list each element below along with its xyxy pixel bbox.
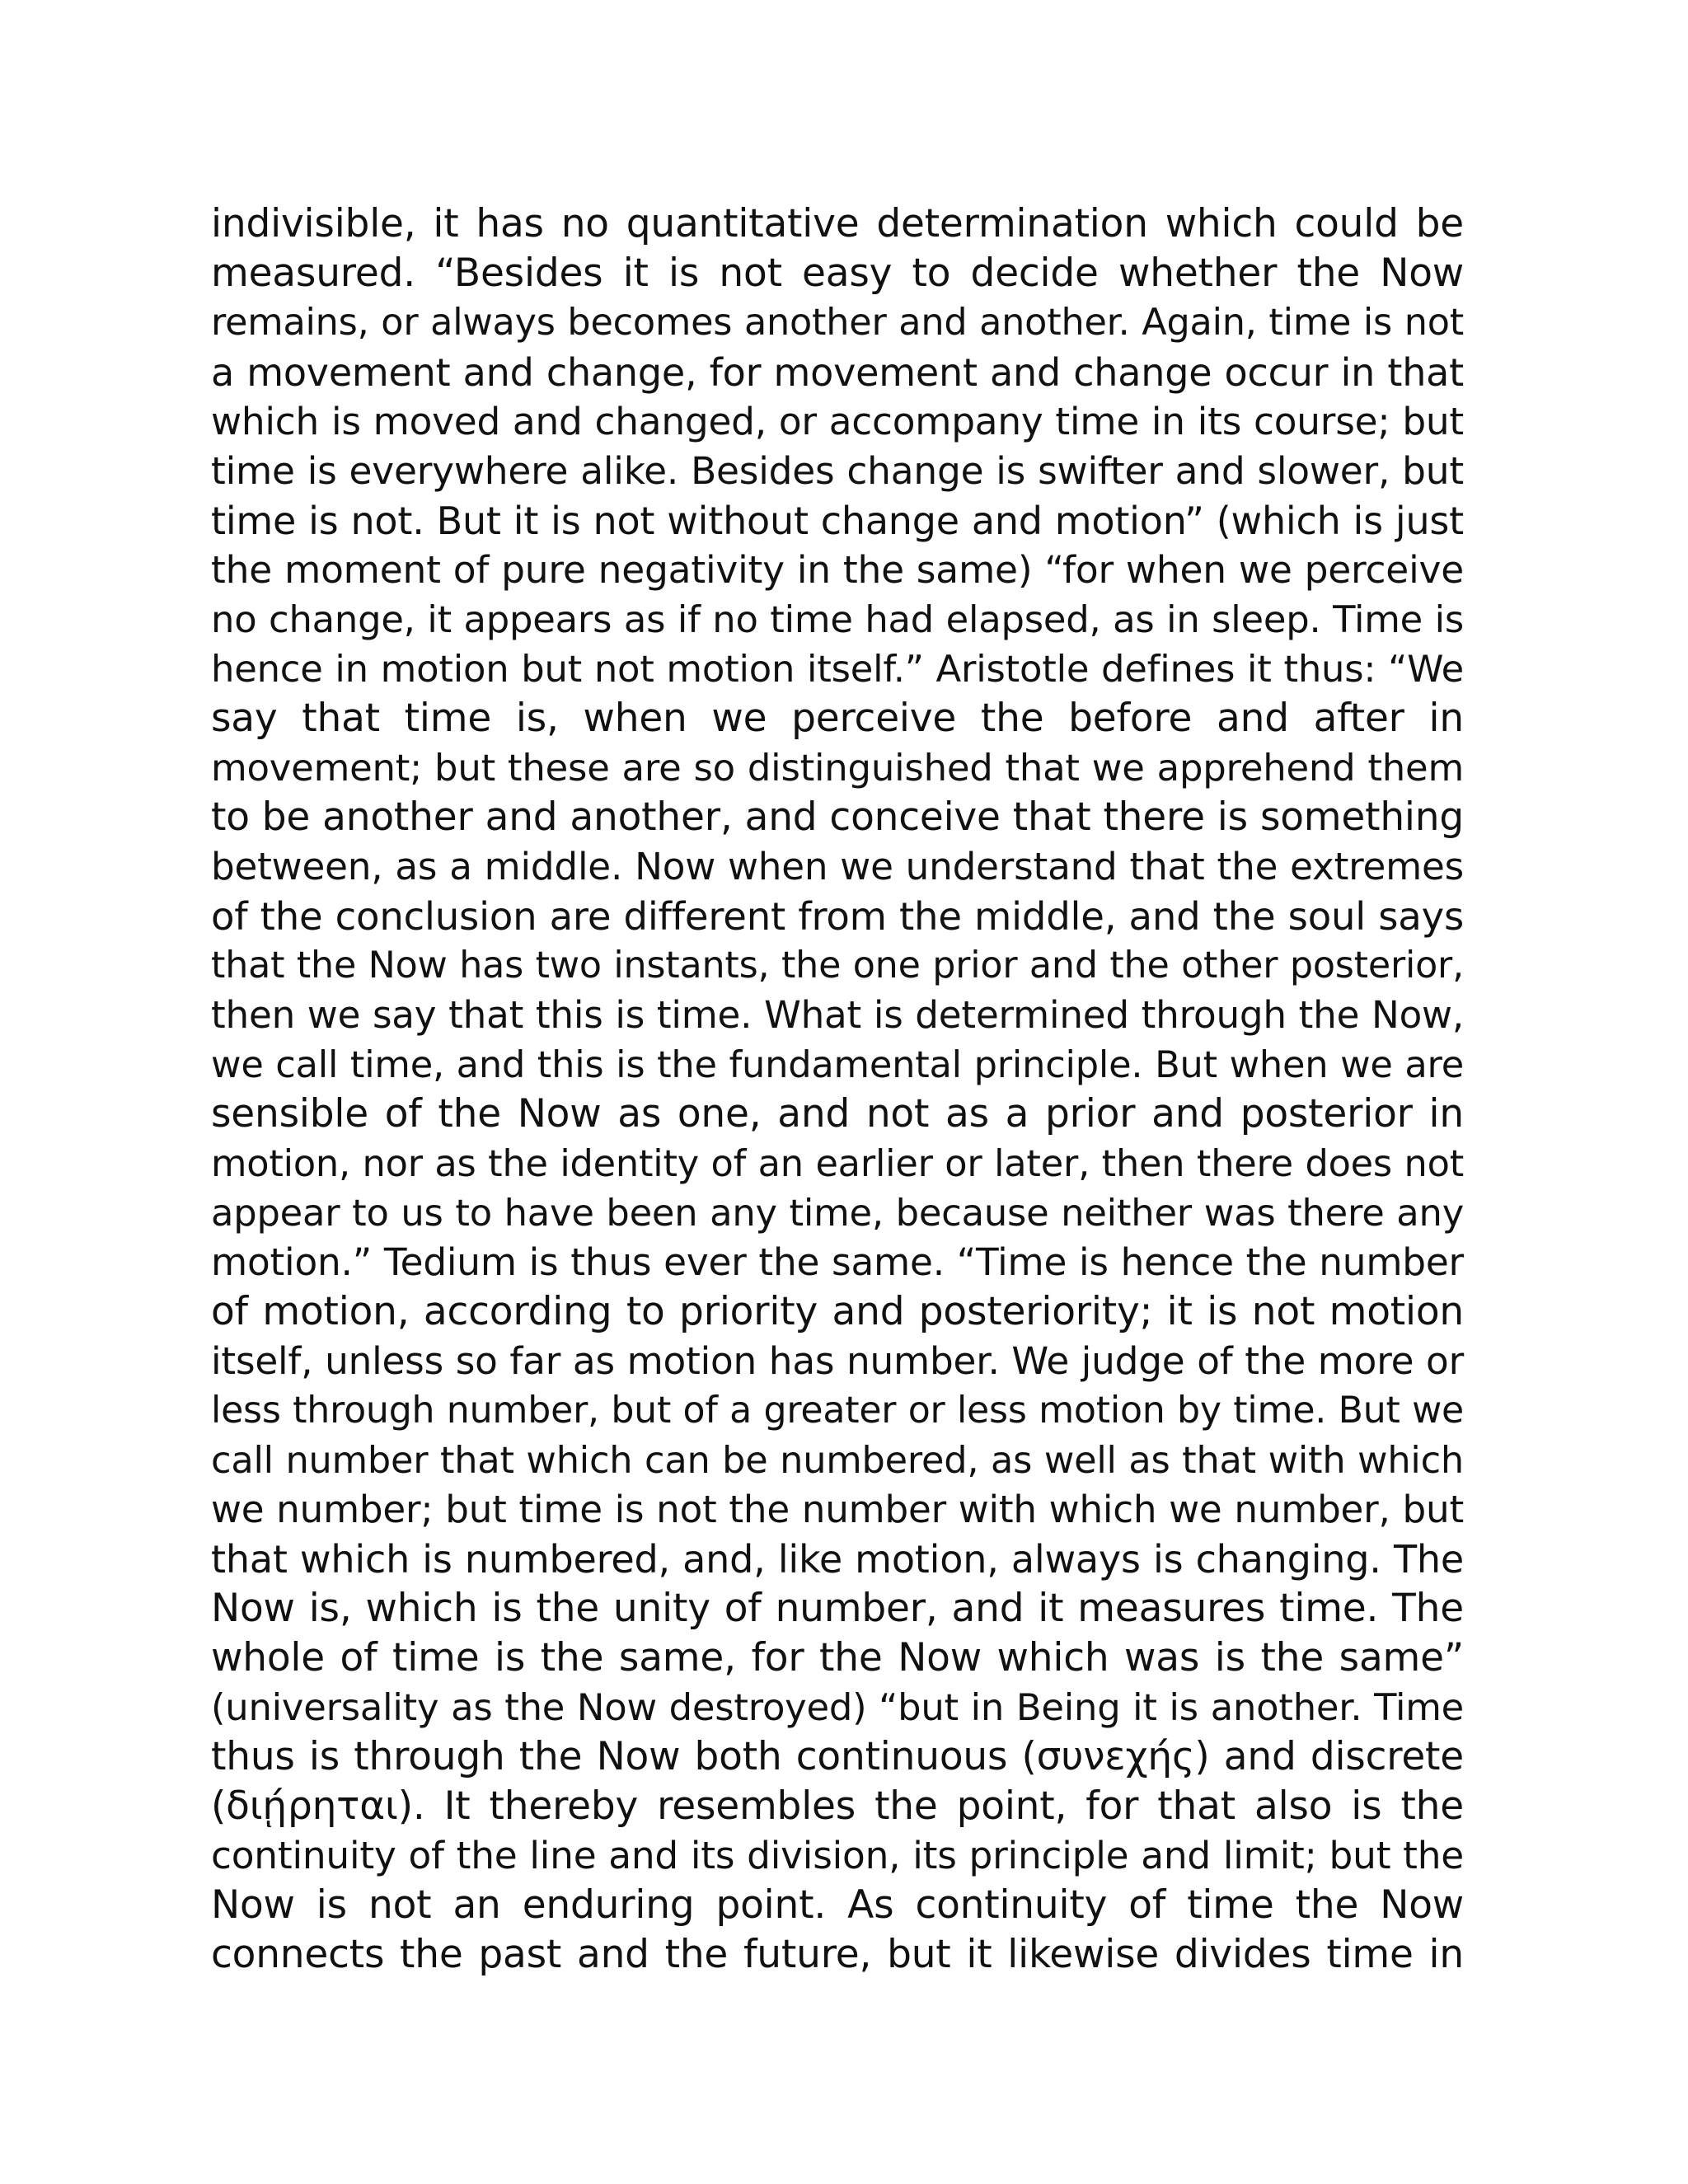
text-line: between, as a middle. Now when we understand that the extremes	[211, 845, 1464, 888]
text-line: measured. “Besides it is not easy to decide whether the Now	[211, 251, 1464, 296]
text-line: less through number, but of a greater or less motion by time. But we	[211, 1390, 1464, 1432]
text-line: then we say that this is time. What is determined through the Now,	[211, 993, 1464, 1037]
text-line: whole of time is the same, for the Now which was is the same”	[211, 1635, 1464, 1680]
text-line: of the conclusion are different from the middle, and the soul says	[211, 894, 1464, 939]
text-line: call number that which can be numbered, as well as that with which	[211, 1439, 1464, 1482]
text-line: Now is not an enduring point. As continuity of time the Now	[211, 1882, 1464, 1928]
text-line: motion.” Tedium is thus ever the same. “Time is hence the number	[211, 1240, 1464, 1284]
text-line: connects the past and the future, but it likewise divides time in	[211, 1932, 1464, 1977]
text-line: (διῄρηται). It thereby resembles the point, for that also is the	[211, 1783, 1464, 1829]
text-line: that which is numbered, and, like motion, always is changing. The	[211, 1537, 1464, 1582]
text-line: motion, nor as the identity of an earlier or later, then there does not	[211, 1142, 1464, 1185]
body-text	[211, 199, 1464, 1980]
text-line: no change, it appears as if no time had elapsed, as in sleep. Time is	[211, 598, 1464, 641]
text-line: the moment of pure negativity in the same) “for when we perceive	[211, 548, 1464, 592]
text-line: indivisible, it has no quantitative determination which could be	[211, 201, 1464, 246]
text-line: of motion, according to priority and posteriority; it is not motion	[211, 1289, 1464, 1334]
text-line: time is not. But it is not without change and motion” (which is just	[211, 499, 1464, 543]
text-line: (universality as the Now destroyed) “but in Being it is another. Time	[211, 1685, 1464, 1729]
text-line: hence in motion but not motion itself.” Aristotle defines it thus: “We	[211, 647, 1464, 691]
text-line: continuity of the line and its division, its principle and limit; but the	[211, 1834, 1464, 1877]
text-line: say that time is, when we perceive the before and after in	[211, 696, 1464, 741]
text-line: movement; but these are so distinguished that we apprehend them	[211, 746, 1464, 790]
text-line: appear to us to have been any time, because neither was there any	[211, 1191, 1464, 1235]
text-line: that the Now has two instants, the one prior and the other posterior,	[211, 944, 1464, 987]
text-line: we call time, and this is the fundamental principle. But when we are	[211, 1043, 1464, 1086]
text-line: thus is through the Now both continuous (συνεχής) and discrete	[211, 1734, 1464, 1779]
text-line: we number; but time is not the number with which we number, but	[211, 1488, 1464, 1531]
text-line: a movement and change, for movement and change occur in that	[211, 350, 1464, 395]
text-line: which is moved and changed, or accompany time in its course; but	[211, 400, 1464, 443]
text-line: time is everywhere alike. Besides change is swifter and slower, but	[211, 449, 1464, 493]
text-line: sensible of the Now as one, and not as a prior and posterior in	[211, 1091, 1464, 1137]
text-line: remains, or always becomes another and another. Again, time is not	[211, 302, 1464, 344]
text-line: itself, unless so far as motion has number. We judge of the more or	[211, 1339, 1464, 1383]
text-line: to be another and another, and conceive that there is something	[211, 794, 1464, 840]
text-line: Now is, which is the unity of number, and it measures time. The	[211, 1586, 1464, 1631]
